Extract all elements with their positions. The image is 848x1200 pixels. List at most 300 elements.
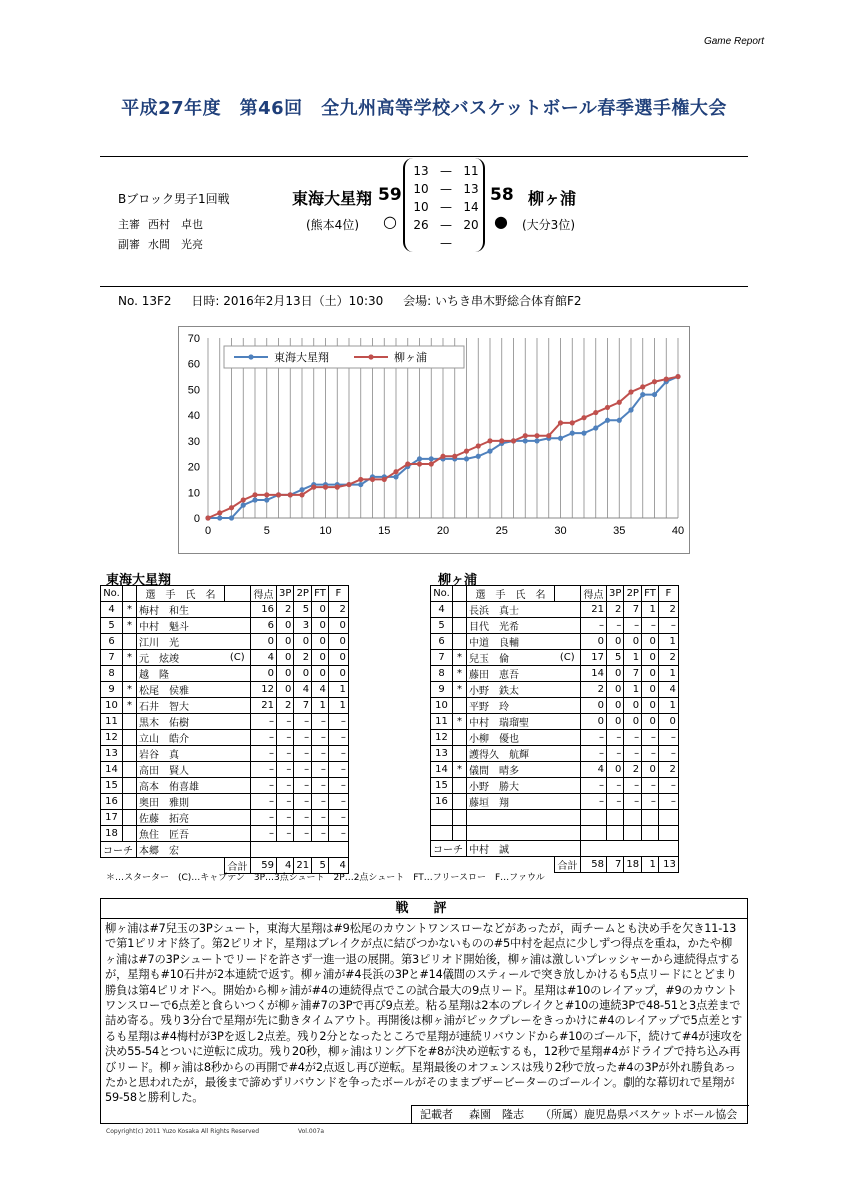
player-ft: 0 [642,698,659,714]
player-fouls: 0 [328,634,348,650]
legend-swatch-point [248,354,253,359]
player-2p: – [294,826,312,842]
player-number: 10 [101,698,123,714]
player-points: – [251,762,277,778]
player-name: 中道 良輔 [467,634,555,650]
player-fouls: – [658,794,678,810]
captain-mark [555,698,581,714]
starter-mark [123,810,137,826]
player-row [431,698,679,714]
period-score-b [461,236,481,250]
review-recorder [411,1105,749,1123]
captain-mark [225,602,251,618]
data-point [664,377,669,382]
data-point [593,425,598,430]
data-point [523,438,528,443]
player-row [431,762,679,778]
legend-swatch-point [368,354,373,359]
player-number: 18 [101,826,123,842]
player-3p: 0 [607,698,624,714]
data-point [652,392,657,397]
player-points: 14 [581,666,607,682]
box-header-cell: F [658,586,678,602]
player-ft: – [312,778,329,794]
player-row [431,730,679,746]
player-row [431,825,679,841]
player-number: 7 [101,650,123,666]
coach-name: 中村 誠 [467,841,581,857]
player-number: 5 [101,618,123,634]
player-points: 12 [251,682,277,698]
player-3p: – [607,730,624,746]
player-name: 岩谷 真 [137,746,225,762]
box-header-cell: F [328,586,348,602]
player-3p: 0 [277,618,294,634]
starter-mark [453,618,467,634]
player-name: 松尾 侯雅 [137,682,225,698]
player-row [431,810,679,826]
box-header-cell: 選 手 氏 名 [467,586,555,602]
data-point [229,515,234,520]
player-points: – [581,618,607,634]
player-name [467,825,555,841]
data-point [570,431,575,436]
data-point [652,379,657,384]
captain-mark [225,794,251,810]
data-point [617,400,622,405]
data-point [440,454,445,459]
data-point [299,492,304,497]
player-2p: – [294,762,312,778]
player-points: – [251,826,277,842]
player-number: 10 [431,698,453,714]
player-fouls: 2 [658,602,678,618]
player-fouls: 1 [658,666,678,682]
player-ft: – [312,826,329,842]
player-fouls: 1 [658,698,678,714]
total-3p: 7 [607,857,624,873]
player-row [101,714,349,730]
player-3p: – [607,794,624,810]
starter-mark: * [123,682,137,698]
box-header-cell: 2P [624,586,642,602]
player-points: – [581,794,607,810]
divider [100,286,748,287]
player-2p: – [624,794,642,810]
player-fouls: 2 [328,602,348,618]
data-point [617,418,622,423]
data-point [523,433,528,438]
team-b-box-title: 柳ヶ浦 [438,573,478,588]
data-point [264,492,269,497]
starter-mark: * [453,762,467,778]
captain-mark [555,682,581,698]
captain-mark [555,825,581,841]
data-point [346,482,351,487]
player-fouls: – [328,794,348,810]
player-fouls: – [658,618,678,634]
data-point [640,384,645,389]
player-2p: – [294,730,312,746]
box-header-cell: 2P [294,586,312,602]
player-3p [607,825,624,841]
player-row [431,602,679,618]
player-3p: 5 [607,650,624,666]
captain-mark [225,714,251,730]
captain-mark [225,778,251,794]
captain-mark [555,618,581,634]
x-tick-label: 30 [554,525,567,537]
period-scores [403,158,485,252]
player-number: 6 [101,634,123,650]
player-2p: – [294,794,312,810]
game-number: No. 13F2 [118,294,172,308]
player-ft: – [642,778,659,794]
starter-mark [453,825,467,841]
player-3p: 0 [277,650,294,666]
player-2p: 1 [624,650,642,666]
data-point [593,410,598,415]
period-dash: — [440,236,452,250]
starter-mark [453,730,467,746]
starter-mark [123,794,137,810]
player-3p: – [277,826,294,842]
player-row [101,762,349,778]
player-number: 15 [101,778,123,794]
captain-mark [555,762,581,778]
player-ft [642,825,659,841]
player-name: 長浜 真士 [467,602,555,618]
coach-blank [251,842,349,858]
box-header-row [431,586,679,602]
player-points: – [251,746,277,762]
data-point [476,454,481,459]
data-point [205,515,210,520]
review-text: 柳ヶ浦は#7兒玉の3Pシュート，東海大星翔は#9松尾のカウントワンスローなどがあったが，両チームとも決め手を欠き11-13で第1ピリオド終了。第2ピリオド，星翔はブレイクが点に結びつかないものの#5中村を起点に少しずつ得点を重ね，かたや柳ヶ浦は#7の3Pシュートでリードを許さず一進一退の展開。第3ピリオド開始後，柳ヶ浦は激しいプレッシャーから連続得点するが，星翔も#10石井が2本連続で返す。柳ヶ浦が#4長浜の3Pと#14儀間のスティールで突き放しかけるも5点リードにとどまり勝負は第4ピリオドへ。開始から柳ヶ浦が#4の連続得点でこの試合最大の9点リード。星翔は#10のレイアップ，#9のカウントワンスローで6点差と食らいつくが柳ヶ浦#7の3Pで再び9点差。粘る星翔は2本のブレイクと#10の連続3Pで48-51と3点差まで詰め寄る。残り3分台で星翔が先に動きタイムアウト。再開後は柳ヶ浦がピックプレーをきっかけに#4のレイアップで5点差とするも星翔は#4梅村が3Pを返し2点差。残り2分となったところで星翔が連続リバウンドから#10のゴール下，続けて#4が速攻を決め55-54とついに逆転に成功。残り20秒，柳ヶ浦はリング下を#8が決め逆転するも，12秒で星翔#4がドライブで持ち込み再びリード。柳ヶ浦は8秒からの再開で#4が2点返し再び逆転。星翔最後のオフェンスは残り2秒で放った#4の3Pが外れ勝負あったかと思われたが，最後まで諦めずリバウンドを争ったボールがそのままブザービーターのゴールイン。劇的な幕切れで星翔が59-58と勝利した。 [105,922,743,1105]
player-number: 4 [431,602,453,618]
player-row [101,682,349,698]
player-points: 0 [581,714,607,730]
team-a-box-title: 東海大星翔 [106,573,172,588]
player-number [431,825,453,841]
data-point [229,505,234,510]
player-name: 元 炫竣 [137,650,225,666]
player-fouls: – [328,730,348,746]
data-point [217,510,222,515]
recorder-label: 記載者 [420,1108,453,1121]
player-ft: – [642,746,659,762]
box-header-cell: 3P [607,586,624,602]
x-tick-label: 5 [263,525,270,537]
data-point [487,449,492,454]
starter-mark [123,762,137,778]
player-fouls: 2 [658,650,678,666]
data-point [558,420,563,425]
starter-mark [453,698,467,714]
starter-mark [123,634,137,650]
captain-mark [225,682,251,698]
player-fouls: 1 [658,634,678,650]
player-points: 6 [251,618,277,634]
captain-mark [555,666,581,682]
starter-mark: * [123,602,137,618]
total-ft: 5 [312,858,329,874]
player-fouls: – [658,730,678,746]
team-b-box-score [430,585,679,873]
player-points: 21 [251,698,277,714]
player-3p: 2 [607,602,624,618]
player-name: 魚住 匠吾 [137,826,225,842]
player-points: 17 [581,650,607,666]
player-number: 17 [101,810,123,826]
player-points: – [251,810,277,826]
player-row [101,778,349,794]
captain-mark [555,794,581,810]
player-2p: 7 [624,602,642,618]
captain-mark [555,634,581,650]
player-fouls: 0 [328,650,348,666]
period-score-b: 14 [463,200,479,214]
starter-mark [123,714,137,730]
data-point [476,443,481,448]
player-2p: 0 [624,634,642,650]
player-ft: 0 [642,682,659,698]
y-tick-label: 0 [193,513,200,525]
player-ft: – [642,794,659,810]
data-point [241,497,246,502]
referee-main-label: 主審 [118,218,140,231]
data-point [323,485,328,490]
loss-mark: ● [494,212,508,231]
player-points: 21 [581,602,607,618]
player-ft: 4 [312,682,329,698]
player-ft: – [642,730,659,746]
starter-mark: * [453,682,467,698]
player-3p: 0 [277,666,294,682]
data-point [241,503,246,508]
x-tick-label: 10 [319,525,332,537]
player-fouls: – [328,762,348,778]
player-3p: – [277,746,294,762]
period-dash: — [440,182,452,196]
data-point [393,469,398,474]
starter-mark [453,634,467,650]
data-point [675,374,680,379]
box-header-cell: 3P [277,586,294,602]
player-row [431,778,679,794]
period-3 [411,200,481,214]
captain-mark [225,698,251,714]
referee-sub-label: 副審 [118,238,140,251]
player-fouls: – [658,746,678,762]
player-3p: 0 [607,666,624,682]
data-point [417,456,422,461]
player-ft: 0 [642,634,659,650]
box-header-cell: No. [101,586,123,602]
player-3p: 0 [607,634,624,650]
starter-mark [453,794,467,810]
player-points: – [251,794,277,810]
player-ft: 1 [642,602,659,618]
player-name: 石井 智大 [137,698,225,714]
starter-mark: * [123,618,137,634]
player-ft: 1 [312,698,329,714]
player-ft: – [312,714,329,730]
total-label: 合計 [225,858,251,874]
player-ft: – [312,762,329,778]
player-2p: – [624,778,642,794]
box-header-row [101,586,349,602]
data-point [405,461,410,466]
period-score-a: 26 [413,218,429,232]
player-number: 16 [101,794,123,810]
player-3p: 0 [607,714,624,730]
coach-row [431,841,679,857]
player-ft: – [312,794,329,810]
data-point [605,405,610,410]
player-3p: – [607,746,624,762]
player-ft: 0 [312,602,329,618]
round-label: Bブロック男子1回戦 [118,192,230,206]
player-row [101,650,349,666]
data-point [628,389,633,394]
player-points: 0 [251,666,277,682]
player-2p: 3 [294,618,312,634]
player-2p: – [294,746,312,762]
period-2 [411,182,481,196]
total-ft: 1 [642,857,659,873]
data-point [581,415,586,420]
data-point [511,438,516,443]
legend-note: ＊…スターター (C)…キャプテン 3P…3点シュート 2P…2点シュート FT…フリースロー F…ファウル [106,873,545,883]
player-name: 兒玉 倫 [467,650,555,666]
player-2p: – [294,778,312,794]
player-row [101,810,349,826]
player-points: – [251,730,277,746]
data-point [581,431,586,436]
player-points: 0 [581,698,607,714]
y-tick-label: 50 [187,384,200,397]
data-point [640,392,645,397]
coach-row [101,842,349,858]
player-name: 奥田 雅則 [137,794,225,810]
player-2p: 5 [294,602,312,618]
player-number [431,810,453,826]
x-tick-label: 15 [378,525,391,537]
player-fouls: 0 [328,618,348,634]
player-number: 11 [431,714,453,730]
player-points: – [581,730,607,746]
player-ft: 0 [312,634,329,650]
player-ft: 0 [312,666,329,682]
data-point [429,456,434,461]
data-point [546,433,551,438]
player-3p: 0 [607,682,624,698]
player-name: 黒木 佑樹 [137,714,225,730]
total-2p: 21 [294,858,312,874]
player-3p: 0 [277,634,294,650]
version: Vol.007a [298,1128,325,1135]
player-2p: – [624,618,642,634]
player-2p: 0 [624,714,642,730]
player-fouls [658,810,678,826]
player-name: 小柳 優也 [467,730,555,746]
player-points: 16 [251,602,277,618]
player-points: – [581,746,607,762]
player-points: 2 [581,682,607,698]
player-3p: – [277,762,294,778]
captain-mark [225,666,251,682]
player-number: 6 [431,634,453,650]
captain-mark [555,714,581,730]
captain-mark [225,618,251,634]
period-ot [411,236,481,250]
captain-mark [555,746,581,762]
player-row [431,714,679,730]
box-header-cell: No. [431,586,453,602]
player-ft: 0 [642,650,659,666]
data-point [605,418,610,423]
player-fouls: 2 [658,762,678,778]
report-label: Game Report [703,36,764,47]
player-number: 16 [431,794,453,810]
starter-mark [123,746,137,762]
player-row [431,666,679,682]
total-3p: 4 [277,858,294,874]
period-score-b: 11 [463,164,479,178]
player-name: 藤田 恵吾 [467,666,555,682]
legend-label: 柳ヶ浦 [394,351,427,364]
starter-mark [123,778,137,794]
team-b-score: 58 [490,185,514,205]
player-name: 小野 勝大 [467,778,555,794]
player-number: 11 [101,714,123,730]
player-fouls: 1 [328,698,348,714]
player-fouls: 1 [328,682,348,698]
captain-mark [225,634,251,650]
player-number: 9 [101,682,123,698]
x-tick-label: 25 [495,525,508,537]
player-3p [607,810,624,826]
player-2p: – [294,714,312,730]
total-points: 58 [581,857,607,873]
data-point [464,456,469,461]
total-points: 59 [251,858,277,874]
player-name [467,810,555,826]
player-2p: 0 [294,634,312,650]
player-number: 14 [431,762,453,778]
total-fouls: 13 [658,857,678,873]
player-2p: 0 [624,698,642,714]
player-fouls: 0 [658,714,678,730]
player-ft: – [312,730,329,746]
copyright: Copyright(c) 2011 Yuzo Kosaka All Rights Reserved [106,1128,260,1135]
player-name: 平野 玲 [467,698,555,714]
player-fouls: 4 [658,682,678,698]
player-ft: 0 [312,650,329,666]
player-3p: – [277,714,294,730]
y-tick-label: 10 [187,487,200,500]
player-row [101,730,349,746]
starter-mark [453,746,467,762]
player-name: 佐藤 拓亮 [137,810,225,826]
player-2p: 4 [294,682,312,698]
captain-mark: (C) [555,650,581,666]
player-row [101,794,349,810]
referee-main: 西村 卓也 [148,218,203,231]
player-3p: 0 [277,682,294,698]
player-ft: 0 [312,618,329,634]
